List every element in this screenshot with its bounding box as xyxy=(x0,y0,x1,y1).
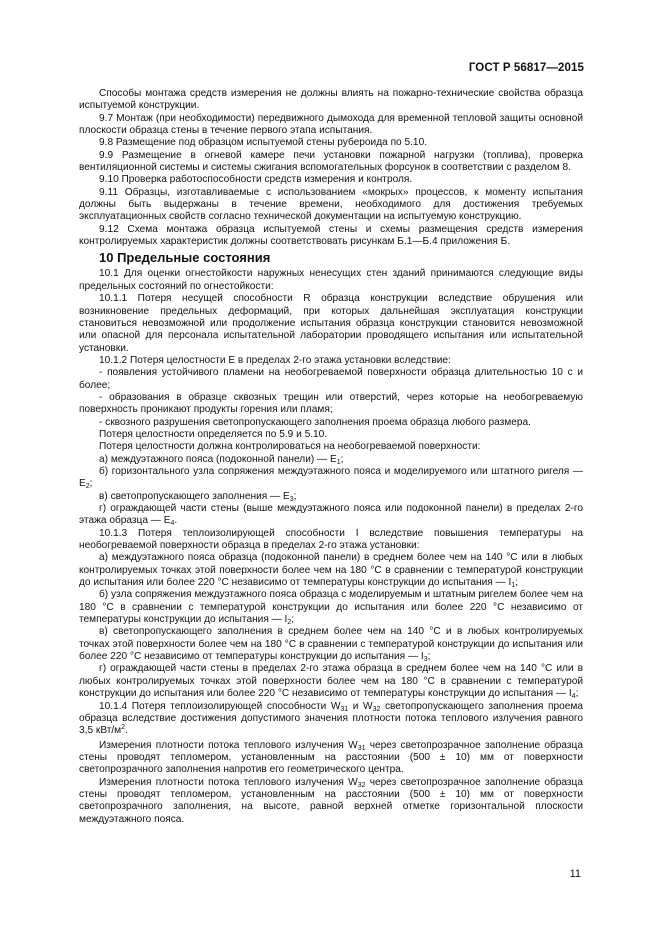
text: б) узла сопряжения междуэтажного пояса образца с моделируемым и штатным ригелем более чем на 180 °С в сравнении с температурой конструкции до испытания или более 220 °С независимо от температуры конструкции до испытания — I xyxy=(79,589,583,626)
text: г) ограждающей части стены (выше междуэтажного пояса или подоконной панели) в пределах 2-го этажа образца — E xyxy=(79,503,583,527)
text: ; xyxy=(89,478,93,490)
paragraph: 9.12 Схема монтажа образца испытуемой стены и схемы размещения средств измерения контролируемых характеристик должны соответствовать рисункам Б.1—Б.4 приложения Б. xyxy=(79,223,583,248)
text: . xyxy=(174,515,178,527)
document-header: ГОСТ Р 56817—2015 xyxy=(468,62,584,74)
text: в) светопропускающего заполнения в среднем более чем на 140 °С и в любых контролируемых точках этой поверхности более чем на 180 °С в сравнении с температурой конструкции до испытания или более 220 °С независимо от температуры конструкции до испытания — I xyxy=(79,626,583,663)
text: ; xyxy=(291,614,295,626)
paragraph: 9.10 Проверка работоспособности средств измерения и контроля. xyxy=(99,174,413,186)
paragraph xyxy=(79,777,583,826)
paragraph: 10.1 Для оценки огнестойкости наружных ненесущих стен зданий принимаются следующие виды предельных состояний по огнестойкости: xyxy=(79,268,583,292)
text: светопропускающего заполнения проема образца вследствие достижения допустимого значения плотности потока теплового излучения равного 3,5 кВт/м xyxy=(79,700,583,737)
paragraph: Потеря целостности должна контролироваться на необогреваемой поверхности: xyxy=(99,441,481,453)
text: и W xyxy=(348,700,373,712)
text: через светопрозрачное заполнение образца стены проводят тепломером, установленным на расстоянии (500 ± 10) мм от поверхности светопрозрачного заполнения напротив его геометрического центра. xyxy=(79,739,583,776)
page-number: 11 xyxy=(569,868,581,880)
text: ; xyxy=(575,688,579,700)
list-item xyxy=(79,663,583,700)
text: Измерения плотности потока теплового излучения W xyxy=(99,739,358,751)
text: через светопрозрачное заполнение образца стены проводят тепломером, установленным на расстоянии (500 ± 10) мм от поверхности светопрозрачного заполнения, на высоте, равной верхней отметке горизонтальной плоскости междуэтажного пояса. xyxy=(79,776,583,825)
list-item: - появления устойчивого пламени на необогреваемой поверхности образца длительностью 10 с и более; xyxy=(79,367,583,391)
subscript: 31 xyxy=(357,744,366,752)
paragraph: 9.8 Размещение под образцом испытуемой стены рубероида по 5.10. xyxy=(99,137,428,149)
subscript: 1 xyxy=(336,458,341,466)
list-item xyxy=(79,466,583,491)
list-item: - сквозного разрушения светопропускающего заполнения проема образца любого размера. xyxy=(99,416,531,428)
paragraph: 10.1.2 Потеря целостности Е в пределах 2-го этажа установки вследствие: xyxy=(99,354,451,366)
page-body xyxy=(79,88,583,826)
subscript: 4 xyxy=(170,520,175,528)
paragraph: 9.11 Образцы, изготавливаемые с использованием «мокрых» процессов, к моменту испытания должны быть выдержаны в течение времени, необходимого для достижения требуемых эксплуатационных свойств согласно технической документации на испытуемую конструкцию. xyxy=(79,186,583,223)
paragraph: Способы монтажа средств измерения не должны влиять на пожарно-технические свойства образца испытуемой конструкции. xyxy=(79,88,583,112)
subscript: 3 xyxy=(289,495,294,503)
text: ; xyxy=(515,577,519,589)
list-item xyxy=(79,589,583,626)
text: . xyxy=(125,725,128,737)
superscript: 2 xyxy=(121,724,126,732)
text: а) междуэтажного пояса (подоконной панели) — E xyxy=(99,453,337,465)
paragraph: 10.1.1 Потеря несущей способности R образца конструкции вследствие обрушения или возникновение предельных деформаций, при которых дальнейшая эксплуатация конструкции становиться невозможной или продолжение испытания образца конструкции становится невозможной или опасной для персонала испытательной лаборатории проводящего испытания или испытательной установки. xyxy=(79,293,583,354)
text: ; xyxy=(427,651,431,663)
subscript: 4 xyxy=(571,693,576,701)
subscript: 1 xyxy=(511,582,516,590)
list-item xyxy=(79,626,583,663)
list-item: - образования в образце сквозных трещин или отверстий, через которые на необогреваемую поверхность проникают продукты горения или пламя; xyxy=(79,391,583,416)
subscript: 2 xyxy=(287,619,292,627)
subscript: 32 xyxy=(372,705,381,713)
text: ; xyxy=(293,490,297,502)
paragraph xyxy=(79,740,583,777)
text: г) ограждающей части стены в пределах 2-го этажа образца в среднем более чем на 140 °С или в любых контролируемых точках этой поверхности более чем на 180 °С в сравнении с температурой конструкции до испытания или более 220 °С независимо от температуры конструкции до испытания — I xyxy=(79,663,583,700)
subscript: 31 xyxy=(340,705,349,713)
paragraph: 9.7 Монтаж (при необходимости) передвижного дымохода для временной тепловой защиты основной плоскости образца стены в течение первого этапа испытания. xyxy=(79,112,583,137)
text: в) светопропускающего заполнения — E xyxy=(99,490,290,502)
list-item xyxy=(79,503,583,528)
paragraph xyxy=(79,701,583,738)
subscript: 32 xyxy=(357,781,366,789)
list-item xyxy=(79,552,583,589)
paragraph: 10.1.3 Потеря теплоизолирующей способности I вследствие повышения температуры на необогреваемой поверхности образца в пределах 2-го этажа установки: xyxy=(79,527,583,552)
text: Измерения плотности потока теплового излучения W xyxy=(99,776,358,788)
text: 10.1.4 Потеря теплоизолирующей способности W xyxy=(99,700,341,712)
list-item xyxy=(79,454,583,466)
text: б) горизонтального узла сопряжения междуэтажного пояса и моделируемого или штатного ригеля — E xyxy=(79,465,583,490)
subscript: 3 xyxy=(423,656,428,664)
text: ; xyxy=(340,453,344,465)
list-item xyxy=(79,491,583,503)
subscript: 2 xyxy=(85,483,90,491)
paragraph: Потеря целостности определяется по 5.9 и 5.10. xyxy=(99,428,328,440)
section-heading: 10 Предельные состояния xyxy=(99,250,271,266)
text: а) междуэтажного пояса образца (подоконной панели) в среднем более чем на 140 °С или в любых контролируемых точках этой поверхности более чем на 180 °С в сравнении с температурой конструкции до испытания или более 220 °С независимо от температуры конструкции до испытания — I xyxy=(79,552,583,589)
paragraph: 9.9 Размещение в огневой камере печи установки пожарной нагрузки (топлива), проверка вентиляционной системы и системы сжигания вспомогательных форсунок в соответствии с разделом 8. xyxy=(79,149,583,174)
